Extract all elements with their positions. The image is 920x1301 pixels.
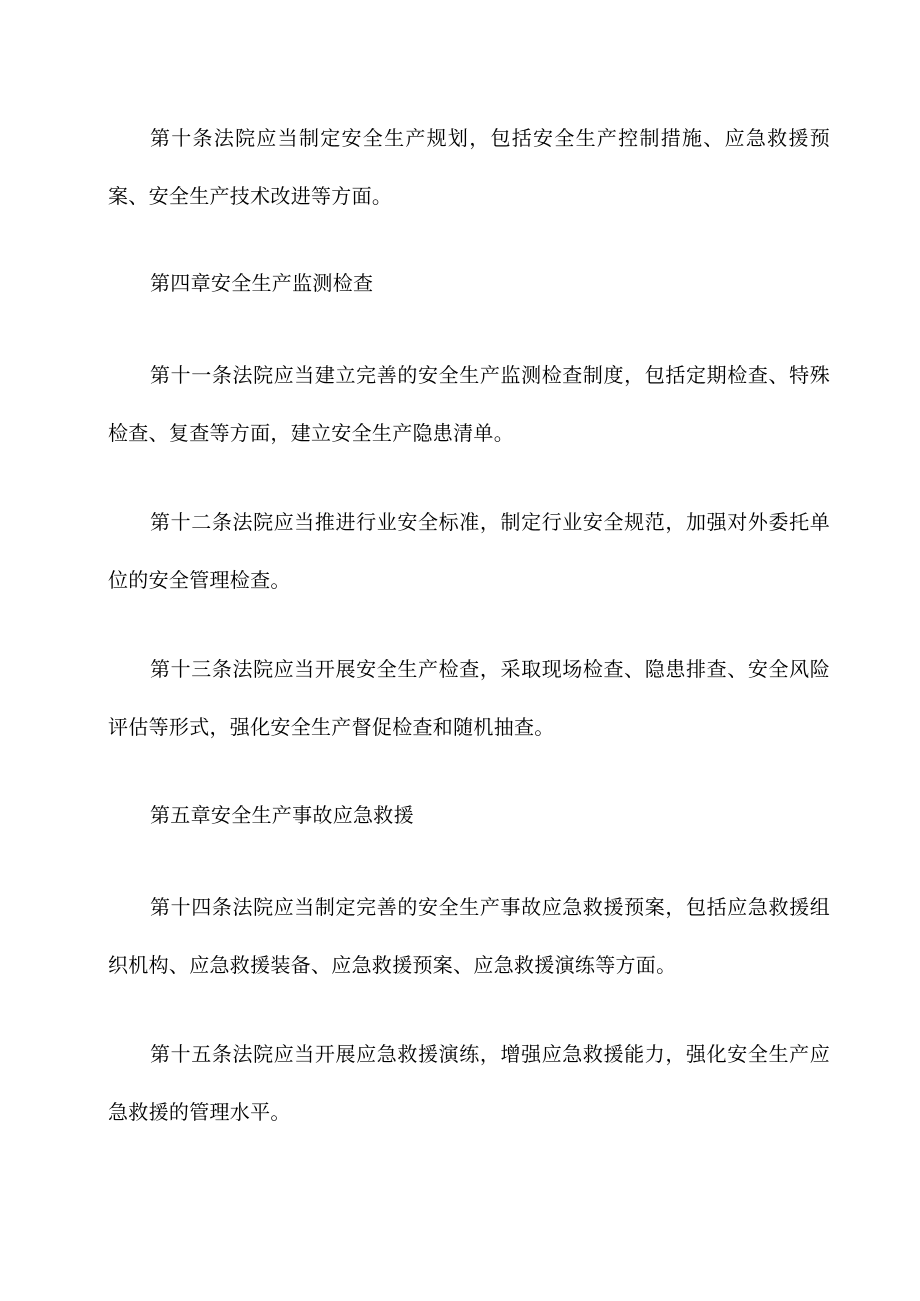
- article-11-paragraph: 第十一条法院应当建立完善的安全生产监测检查制度，包括定期检查、特殊检查、复查等方面，建立安全生产隐患清单。: [108, 363, 830, 445]
- article-15-paragraph: 第十五条法院应当开展应急救援演练，增强应急救援能力，强化安全生产应急救援的管理水平。: [108, 1042, 830, 1124]
- article-12-paragraph: 第十二条法院应当推进行业安全标准，制定行业安全规范，加强对外委托单位的安全管理检查。: [108, 510, 830, 592]
- article-10-paragraph: 第十条法院应当制定安全生产规划，包括安全生产控制措施、应急救援预案、安全生产技术改进等方面。: [108, 126, 830, 208]
- chapter-4-heading: 第四章安全生产监测检查: [150, 271, 374, 295]
- article-14-paragraph: 第十四条法院应当制定完善的安全生产事故应急救援预案，包括应急救援组织机构、应急救援装备、应急救援预案、应急救援演练等方面。: [108, 895, 830, 977]
- article-13-paragraph: 第十三条法院应当开展安全生产检查，采取现场检查、隐患排查、安全风险评估等形式，强化安全生产督促检查和随机抽查。: [108, 657, 830, 739]
- chapter-5-heading: 第五章安全生产事故应急救援: [150, 803, 414, 827]
